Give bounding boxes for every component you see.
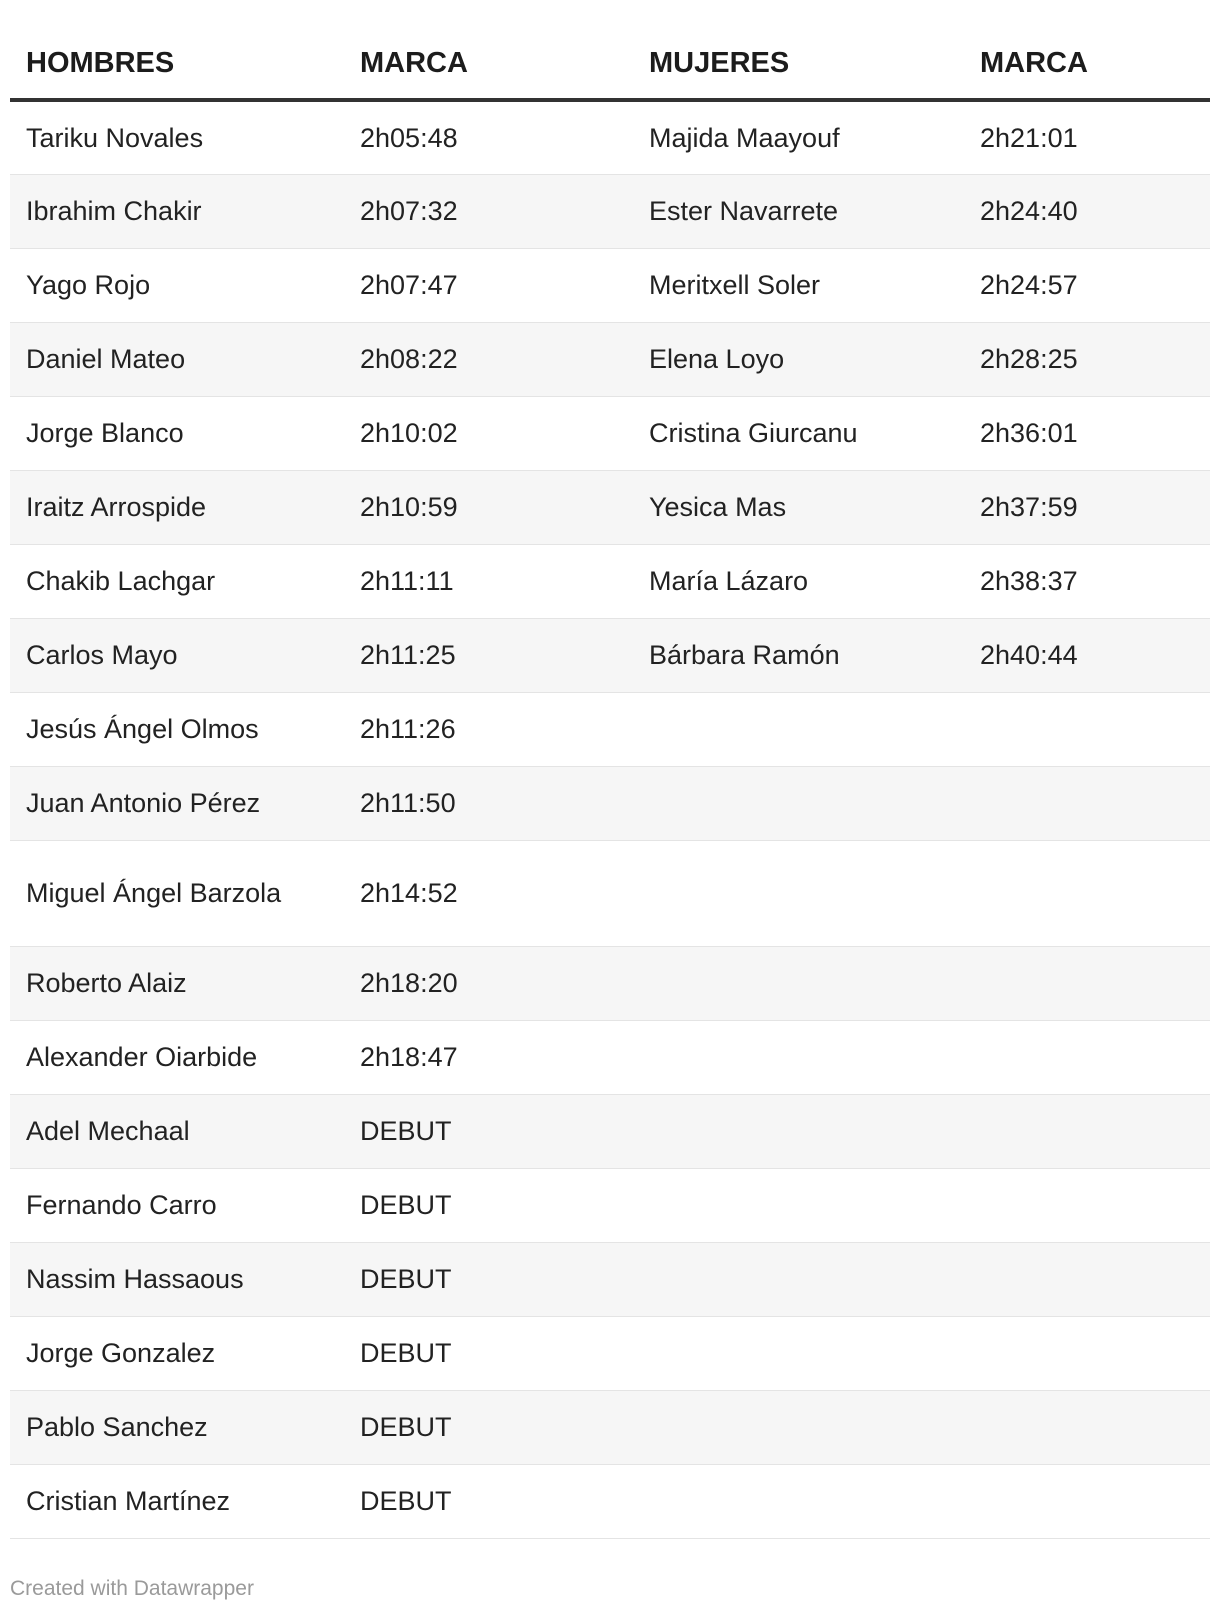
men-name-cell: Pablo Sanchez [10, 1390, 344, 1464]
women-mark-cell: 2h21:01 [964, 100, 1210, 174]
women-name-cell [633, 1316, 964, 1390]
men-name-cell: Cristian Martínez [10, 1464, 344, 1538]
table-row [10, 1168, 1210, 1242]
table-row [10, 544, 1210, 618]
women-name-cell [633, 1390, 964, 1464]
table-row [10, 470, 1210, 544]
men-name-cell: Chakib Lachgar [10, 544, 344, 618]
women-mark-cell [964, 1316, 1210, 1390]
men-mark-cell: 2h18:20 [344, 946, 633, 1020]
women-mark-cell [964, 946, 1210, 1020]
women-mark-cell [964, 1464, 1210, 1538]
table-body [10, 100, 1210, 1538]
women-name-cell: Yesica Mas [633, 470, 964, 544]
men-mark-cell: DEBUT [344, 1094, 633, 1168]
men-mark-cell: DEBUT [344, 1390, 633, 1464]
table-row [10, 1390, 1210, 1464]
datawrapper-credit[interactable]: Created with Datawrapper [10, 1577, 254, 1600]
women-mark-cell: 2h24:40 [964, 174, 1210, 248]
men-name-cell: Roberto Alaiz [10, 946, 344, 1020]
men-mark-cell: 2h10:02 [344, 396, 633, 470]
men-name-cell: Tariku Novales [10, 100, 344, 174]
women-name-cell: Elena Loyo [633, 322, 964, 396]
women-name-cell [633, 1242, 964, 1316]
women-name-cell: Meritxell Soler [633, 248, 964, 322]
table-row [10, 1094, 1210, 1168]
women-mark-cell [964, 692, 1210, 766]
men-mark-cell: 2h14:52 [344, 840, 633, 946]
men-name-cell: Juan Antonio Pérez [10, 766, 344, 840]
women-mark-cell: 2h28:25 [964, 322, 1210, 396]
men-mark-cell: 2h10:59 [344, 470, 633, 544]
header-men-mark[interactable]: MARCA [344, 0, 633, 100]
men-name-cell: Jorge Gonzalez [10, 1316, 344, 1390]
men-name-cell: Fernando Carro [10, 1168, 344, 1242]
women-mark-cell [964, 1020, 1210, 1094]
table-row [10, 840, 1210, 946]
men-mark-cell: DEBUT [344, 1242, 633, 1316]
men-name-cell: Alexander Oiarbide [10, 1020, 344, 1094]
men-name-cell: Iraitz Arrospide [10, 470, 344, 544]
header-women[interactable]: MUJERES [633, 0, 964, 100]
women-mark-cell [964, 1242, 1210, 1316]
women-mark-cell [964, 840, 1210, 946]
men-mark-cell: 2h11:26 [344, 692, 633, 766]
table-row [10, 946, 1210, 1020]
results-table-container [10, 0, 1210, 1539]
women-mark-cell: 2h37:59 [964, 470, 1210, 544]
women-mark-cell: 2h24:57 [964, 248, 1210, 322]
men-mark-cell: DEBUT [344, 1464, 633, 1538]
men-name-cell: Carlos Mayo [10, 618, 344, 692]
table-row [10, 396, 1210, 470]
women-name-cell: Cristina Giurcanu [633, 396, 964, 470]
men-mark-cell: DEBUT [344, 1168, 633, 1242]
table-row [10, 174, 1210, 248]
table-header [10, 0, 1210, 100]
table-row [10, 322, 1210, 396]
header-men[interactable]: HOMBRES [10, 0, 344, 100]
table-row [10, 1020, 1210, 1094]
table-row [10, 618, 1210, 692]
table-row [10, 1242, 1210, 1316]
men-mark-cell: 2h11:50 [344, 766, 633, 840]
men-mark-cell: 2h18:47 [344, 1020, 633, 1094]
men-mark-cell: 2h08:22 [344, 322, 633, 396]
table-row [10, 248, 1210, 322]
women-name-cell [633, 692, 964, 766]
women-name-cell: Ester Navarrete [633, 174, 964, 248]
men-name-cell: Jesús Ángel Olmos [10, 692, 344, 766]
men-name-cell: Jorge Blanco [10, 396, 344, 470]
women-name-cell [633, 766, 964, 840]
women-name-cell [633, 1168, 964, 1242]
table-row [10, 1464, 1210, 1538]
women-mark-cell: 2h40:44 [964, 618, 1210, 692]
women-mark-cell [964, 766, 1210, 840]
men-name-cell: Adel Mechaal [10, 1094, 344, 1168]
men-mark-cell: 2h11:11 [344, 544, 633, 618]
women-mark-cell [964, 1168, 1210, 1242]
men-mark-cell: DEBUT [344, 1316, 633, 1390]
women-mark-cell: 2h38:37 [964, 544, 1210, 618]
header-women-mark[interactable]: MARCA [964, 0, 1210, 100]
women-name-cell: María Lázaro [633, 544, 964, 618]
table-row [10, 100, 1210, 174]
women-name-cell: Bárbara Ramón [633, 618, 964, 692]
men-name-cell: Nassim Hassaous [10, 1242, 344, 1316]
men-mark-cell: 2h07:32 [344, 174, 633, 248]
women-name-cell [633, 840, 964, 946]
men-mark-cell: 2h05:48 [344, 100, 633, 174]
women-mark-cell [964, 1094, 1210, 1168]
table-row [10, 766, 1210, 840]
table-row [10, 692, 1210, 766]
women-name-cell: Majida Maayouf [633, 100, 964, 174]
men-name-cell: Yago Rojo [10, 248, 344, 322]
men-mark-cell: 2h11:25 [344, 618, 633, 692]
men-mark-cell: 2h07:47 [344, 248, 633, 322]
header-row [10, 0, 1210, 100]
women-name-cell [633, 1464, 964, 1538]
men-name-cell: Miguel Ángel Barzola [10, 840, 344, 946]
men-name-cell: Daniel Mateo [10, 322, 344, 396]
women-name-cell [633, 1020, 964, 1094]
men-name-cell: Ibrahim Chakir [10, 174, 344, 248]
women-name-cell [633, 1094, 964, 1168]
women-mark-cell [964, 1390, 1210, 1464]
results-table [10, 0, 1210, 1539]
women-mark-cell: 2h36:01 [964, 396, 1210, 470]
table-row [10, 1316, 1210, 1390]
women-name-cell [633, 946, 964, 1020]
